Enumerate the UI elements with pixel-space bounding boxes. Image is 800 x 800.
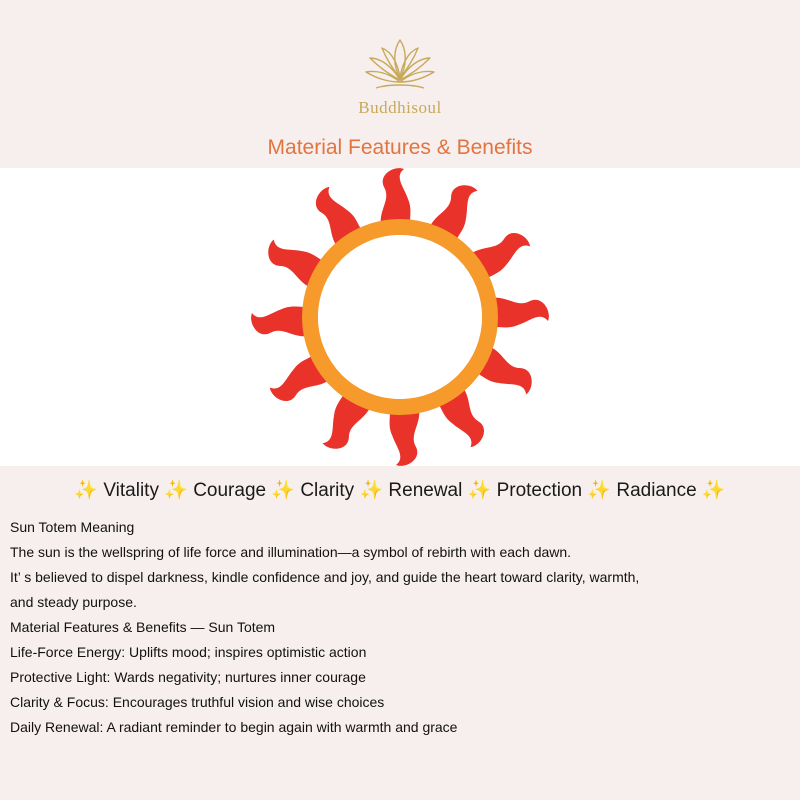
keyword-item: Courage xyxy=(193,480,267,501)
lotus-icon xyxy=(362,36,438,96)
description-line: It’ s believed to dispel darkness, kindle confidence and joy, and guide the heart toward clarity, warmth, xyxy=(10,569,640,585)
description-line: The sun is the wellspring of life force and illumination—a symbol of rebirth with each dawn. xyxy=(10,544,572,560)
sparkles-icon: ✨ xyxy=(587,480,612,501)
sparkles-icon: ✨ xyxy=(359,480,384,501)
description-text xyxy=(10,515,790,740)
keyword-item: Protection xyxy=(496,480,583,501)
keyword-item: Clarity xyxy=(300,480,355,501)
sparkles-icon: ✨ xyxy=(164,480,188,501)
description-line: and steady purpose. xyxy=(10,594,137,610)
subheading-sun-totem-meaning: Sun Totem Meaning xyxy=(10,519,135,535)
brand-name: Buddhisoul xyxy=(358,98,442,117)
section-title: Material Features & Benefits xyxy=(267,136,533,159)
feature-item: Daily Renewal: A radiant reminder to begin again with warmth and grace xyxy=(10,719,458,735)
feature-item: Clarity & Focus: Encourages truthful vision and wise choices xyxy=(10,694,385,710)
keyword-item: Renewal xyxy=(388,480,463,501)
sparkles-icon: ✨ xyxy=(467,480,492,501)
keywords-line xyxy=(0,478,800,502)
keyword-item: Radiance xyxy=(616,480,697,501)
keyword-item: Vitality xyxy=(103,480,159,501)
sparkles-icon: ✨ xyxy=(74,480,99,501)
feature-item: Protective Light: Wards negativity; nurtures inner courage xyxy=(10,669,366,685)
sparkles-icon: ✨ xyxy=(701,480,726,501)
header xyxy=(0,0,800,168)
feature-item: Life-Force Energy: Uplifts mood; inspires optimistic action xyxy=(10,644,367,660)
product-image xyxy=(0,168,800,466)
subheading-features: Material Features & Benefits — Sun Totem xyxy=(10,619,276,635)
sparkles-icon: ✨ xyxy=(271,480,296,501)
sun-totem-icon xyxy=(240,168,560,466)
